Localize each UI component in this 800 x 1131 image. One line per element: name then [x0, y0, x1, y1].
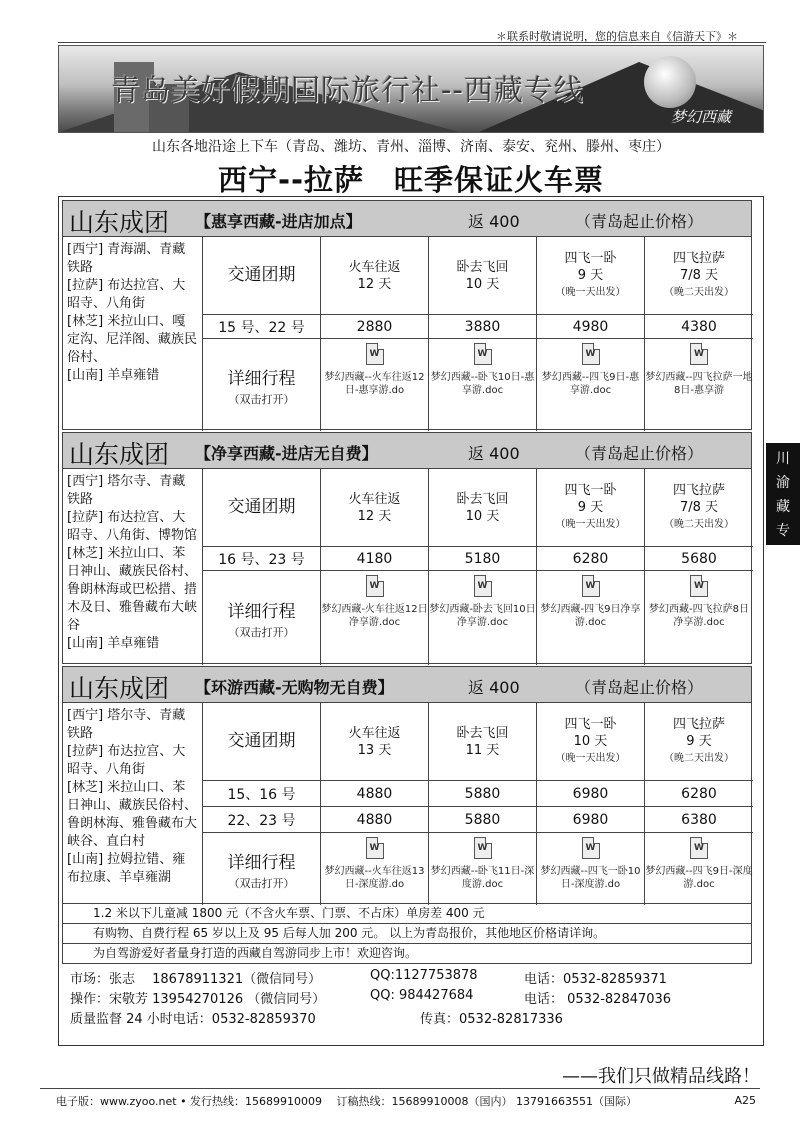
attraction-line: [西宁] 塔尔寺、青藏铁路 [67, 474, 186, 507]
col-header: 火车往返 12 天 [321, 469, 429, 547]
side-tab-char: 版 [776, 547, 790, 563]
price-cell: 2880 [321, 315, 429, 339]
notes-block [62, 904, 752, 964]
document-icon [474, 837, 492, 859]
attractions [63, 237, 203, 431]
attraction-line: [拉萨] 布达拉宫、大昭寺、八角街 [67, 744, 186, 777]
fax: 传真：0532-82817336 [420, 1012, 563, 1027]
itinerary-file[interactable]: W 梦幻西藏-四飞拉萨8日净享游.doc [645, 571, 753, 665]
attraction-line: [林芝] 米拉山口、苯日神山、藏族民俗村、鲁朗林海或巴松措、措木及日、雅鲁藏布大峡谷 [67, 546, 198, 633]
price-cell: 6280 [537, 547, 645, 571]
header-label: 交通团期 [203, 237, 321, 315]
section-title: 【净享西藏-进店无自费】 [195, 444, 378, 463]
col-header: 四飞拉萨 7/8 天 （晚二天出发） [645, 469, 753, 547]
col-header: 火车往返 13 天 [321, 703, 429, 781]
price-cell: 5880 [429, 807, 537, 833]
departure-date: 15、16 号 [203, 781, 321, 807]
footer-info: 电子版：www.zyoo.net • 发行热线：15689910009 订稿热线：15689910008（国内） 13791663551（国际） [56, 1095, 638, 1108]
document-icon [366, 575, 384, 597]
price-cell: 5680 [645, 547, 753, 571]
price-note: （青岛起止价格） [575, 212, 704, 231]
price-cell: 4880 [321, 781, 429, 807]
note-line: 1.2 米以下儿童减 1800 元（不含火车票、门票、不占床）单房差 400 元 [63, 904, 751, 924]
top-divider [58, 42, 766, 43]
side-tab [766, 443, 800, 563]
departure-date: 15 号、22 号 [203, 315, 321, 339]
tour-section-3 [62, 666, 752, 904]
col-header: 卧去飞回 10 天 [429, 469, 537, 547]
sun-graphic [644, 56, 696, 108]
price-note: （青岛起止价格） [575, 678, 704, 697]
attraction-line: [山南] 拉姆拉错、雍布拉康、羊卓雍湖 [67, 852, 186, 885]
rebate: 返 400 [468, 678, 520, 697]
price-cell: 6980 [537, 781, 645, 807]
contact-phone: 电话：0532-82859371 [524, 972, 667, 987]
itinerary-file[interactable]: W 梦幻西藏-四飞9日净享游.doc [537, 571, 645, 665]
col-header: 四飞一卧 9 天 （晚一天出发） [537, 237, 645, 315]
side-tab-char: 川 [776, 451, 790, 467]
document-icon [690, 575, 708, 597]
rebate: 返 400 [468, 212, 520, 231]
attraction-line: [拉萨] 布达拉宫、大昭寺、八角街、博物馆 [67, 510, 198, 543]
price-cell: 6380 [645, 807, 753, 833]
itinerary-file[interactable]: W 梦幻西藏--火车往返13日-深度游.do [321, 833, 429, 905]
price-cell: 5180 [429, 547, 537, 571]
section-header [63, 667, 751, 703]
document-icon [690, 837, 708, 859]
itinerary-file[interactable]: W 梦幻西藏--卧飞10日-惠享游.doc [429, 339, 537, 431]
price-cell: 4380 [645, 315, 753, 339]
price-note: （青岛起止价格） [575, 444, 704, 463]
attraction-line: [西宁] 青海湖、青藏铁路 [67, 242, 186, 275]
side-tab-char: 专 [776, 523, 790, 539]
tour-section-1 [62, 200, 752, 430]
attraction-line: [林芝] 米拉山口、苯日神山、藏族民俗村、鲁朗林海、雅鲁藏布大峡谷、直白村 [67, 780, 198, 849]
note-line: 有购物、自费行程 65 岁以上及 95 后每人加 200 元。 以上为青岛报价，其他地区价格请详询。 [63, 924, 751, 944]
price-cell: 3880 [429, 315, 537, 339]
attraction-line: [林芝] 米拉山口、嘎定沟、尼洋阁、藏族民俗村、 [67, 314, 198, 365]
contact-a: 操作：宋敬芳 13954270126 （微信同号） [70, 992, 326, 1007]
side-tab-char: 藏 [776, 499, 790, 515]
detail-itinerary: 详细行程 （双击打开） [203, 339, 321, 431]
page-number: A25 [734, 1094, 756, 1107]
banner-title: 青岛美好假期国际旅行社--西藏专线 [111, 73, 584, 107]
attractions [63, 703, 203, 905]
source-note: ＊联系时敬请说明，您的信息来自《信游天下》＊ [496, 30, 738, 43]
document-icon [690, 343, 708, 365]
itinerary-file[interactable]: W 梦幻西藏--卧飞11日-深度游.doc [429, 833, 537, 905]
document-icon [582, 837, 600, 859]
itinerary-file[interactable]: W 梦幻西藏-火车往返12日净享游.doc [321, 571, 429, 665]
attraction-line: [西宁] 塔尔寺、青藏铁路 [67, 708, 186, 741]
col-header: 四飞拉萨 9 天 （晚二天出发） [645, 703, 753, 781]
price-cell: 5880 [429, 781, 537, 807]
contact-phone: 电话： 0532-82847036 [524, 992, 672, 1007]
col-header: 卧去飞回 11 天 [429, 703, 537, 781]
brand-logo: 梦幻西藏 [671, 108, 732, 126]
boarding-cities: 山东各地沿途上下车（青岛、潍坊、青州、淄博、济南、泰安、兖州、滕州、枣庄） [152, 139, 670, 155]
col-header: 四飞一卧 9 天 （晚一天出发） [537, 469, 645, 547]
price-cell: 6280 [645, 781, 753, 807]
organizer: 山东成团 [69, 674, 170, 703]
header-label: 交通团期 [203, 703, 321, 781]
section-header [63, 433, 751, 469]
document-icon [582, 343, 600, 365]
attractions [63, 469, 203, 665]
price-cell: 6980 [537, 807, 645, 833]
attraction-line: [山南] 羊卓雍错 [67, 368, 160, 383]
header-label: 交通团期 [203, 469, 321, 547]
itinerary-file[interactable]: W 梦幻西藏--四飞9日-深度游.doc [645, 833, 753, 905]
document-icon [474, 343, 492, 365]
side-tab-char: 渝 [776, 475, 790, 491]
itinerary-file[interactable]: W 梦幻西藏-卧去飞回10日净享游.doc [429, 571, 537, 665]
contact-a: 市场：张志 18678911321（微信同号） [70, 972, 322, 987]
rebate: 返 400 [468, 444, 520, 463]
departure-date: 22、23 号 [203, 807, 321, 833]
banner [58, 45, 764, 133]
contact-qq: QQ:1127753878 [370, 968, 478, 983]
footer-divider [40, 1088, 760, 1089]
attraction-line: [拉萨] 布达拉宫、大昭寺、八角街 [67, 278, 186, 311]
organizer: 山东成团 [69, 440, 170, 469]
document-icon [366, 837, 384, 859]
document-icon [474, 575, 492, 597]
detail-itinerary: 详细行程 （双击打开） [203, 833, 321, 905]
itinerary-file[interactable]: W 梦幻西藏--火车往返12日-惠享游.do [321, 339, 429, 431]
departure-date: 16 号、23 号 [203, 547, 321, 571]
note-line: 为自驾游爱好者量身打造的西藏自驾游同步上市！欢迎咨询。 [93, 946, 418, 960]
headline: 西宁--拉萨 旺季保证火车票 [217, 163, 605, 197]
col-header: 火车往返 12 天 [321, 237, 429, 315]
col-header: 卧去飞回 10 天 [429, 237, 537, 315]
col-header: 四飞拉萨 7/8 天 （晚二天出发） [645, 237, 753, 315]
itinerary-file[interactable]: W 梦幻西藏--四飞拉萨一地8日-惠享游 [645, 339, 753, 431]
itinerary-file[interactable]: W 梦幻西藏--四飞一卧10日-深度游.do [537, 833, 645, 905]
col-header: 四飞一卧 10 天 （晚一天出发） [537, 703, 645, 781]
section-header [63, 201, 751, 237]
organizer: 山东成团 [69, 208, 170, 237]
price-cell: 4980 [537, 315, 645, 339]
detail-itinerary: 详细行程 （双击打开） [203, 571, 321, 665]
price-cell: 4180 [321, 547, 429, 571]
itinerary-file[interactable]: W 梦幻西藏--四飞9日-惠享游.doc [537, 339, 645, 431]
section-title: 【惠享西藏-进店加点】 [195, 212, 362, 231]
quality-hotline: 质量监督 24 小时电话：0532-82859370 [70, 1012, 316, 1027]
tour-section-2 [62, 432, 752, 664]
attraction-line: [山南] 羊卓雍错 [67, 636, 160, 651]
section-title: 【环游西藏-无购物无自费】 [195, 678, 394, 697]
contact-qq: QQ: 984427684 [370, 988, 474, 1003]
price-cell: 4880 [321, 807, 429, 833]
document-icon [366, 343, 384, 365]
slogan: ——我们只做精品线路！ [562, 1066, 760, 1087]
document-icon [582, 575, 600, 597]
